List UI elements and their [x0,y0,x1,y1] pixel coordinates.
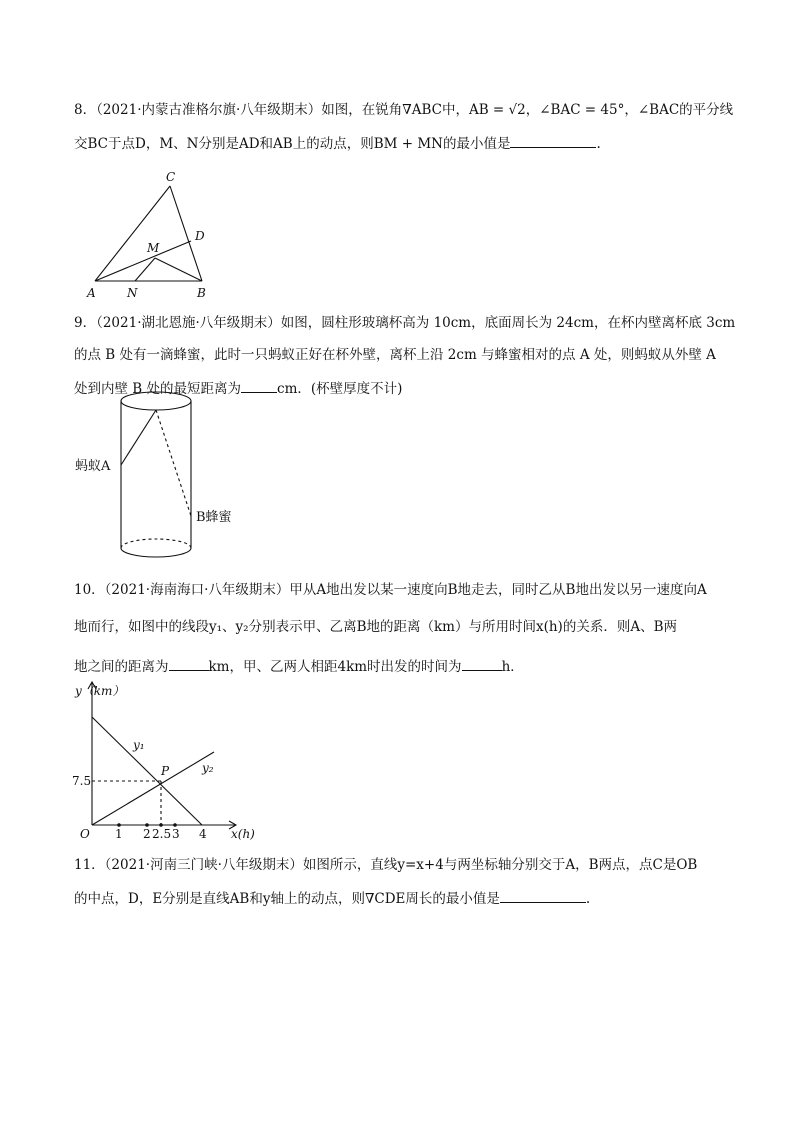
q11-text-line2-post: . [585,891,591,907]
origin-label: O [80,827,90,841]
y-tick-label-7-5: 7.5 [72,774,92,788]
q10-text-line3-a: 地之间的距离为 [74,659,169,675]
series-y2-line [92,752,214,825]
x-tick-label-3: 3 [172,827,180,841]
q8-text-line1: 8．（2021·内蒙古准格尔旗·八年级期末）如图，在锐角∇ABC中，AB = √2，∠BAC = 45°，∠BAC的平分线 [74,102,734,118]
q9-text-line2: 的点 B 处有一滴蜂蜜，此时一只蚂蚁正好在杯外壁，离杯上沿 2cm 与蜂蜜相对的点 A 处，则蚂蚁从外壁 A [74,347,716,363]
q11-text-line2 [74,888,590,908]
q9-text-line3-pre: 处到内壁 B 处的最短距离为 [74,381,242,397]
q11-text-line2-pre: 的中点，D，E分别是直线AB和y轴上的动点，则∇CDE周长的最小值是 [74,891,500,907]
x-tick-label-2-5: 2.5 [152,827,172,841]
q8-text-line2-pre: 交BC于点D，M、N分别是AD和AB上的动点，则BM + MN的最小值是 [74,136,511,152]
x-tick-label-4: 4 [199,827,207,841]
q11-text-line1: 11．（2021·河南三门峡·八年级期末）如图所示，直线y=x+4与两坐标轴分别交于A，B两点，点C是OB [74,857,698,873]
q9-text-line3-post: cm．(杯壁厚度不计) [277,381,403,397]
label-d: D [195,229,205,243]
q10-text-line1: 10．（2021·海南海口·八年级期末）甲从A地出发以某一速度向B地走去，同时乙从B地出发以另一速度向A [74,582,707,598]
x-tick-label-2: 2 [143,827,151,841]
label-c: C [166,170,176,184]
x-axis-label: x(h) [231,827,255,841]
label-a: A [87,286,96,300]
x-tick-label-1: 1 [115,827,123,841]
y-axis-label: y（km） [75,684,125,698]
label-b: B [197,286,206,300]
series-y1-label: y₁ [133,738,145,752]
q8-text-line2-post: . [596,136,601,152]
label-honey-b: B蜂蜜 [196,510,232,525]
series-y2-label: y₂ [202,761,214,775]
q10-text-line3-c: h． [501,659,524,675]
intersection-point-label: P [161,764,170,778]
q10-text-line2: 地而行，如图中的线段y₁、y₂分别表示甲、乙离B地的距离（km）与所用时间x(h)的关系．则A、B两 [74,619,677,635]
q10-text-line3-b: km，甲、乙两人相距4km时出发的时间为 [208,659,462,675]
label-ant-a: 蚂蚁A [75,459,111,474]
q11-answer-blank[interactable] [500,888,586,903]
label-m: M [147,241,160,255]
label-n: N [127,286,138,300]
q9-text-line1: 9．（2021·湖北恩施·八年级期末）如图，圆柱形玻璃杯高为 10cm，底面周长为 24cm，在杯内壁离杯底 3cm [74,315,736,331]
series-y1-line [92,717,202,825]
